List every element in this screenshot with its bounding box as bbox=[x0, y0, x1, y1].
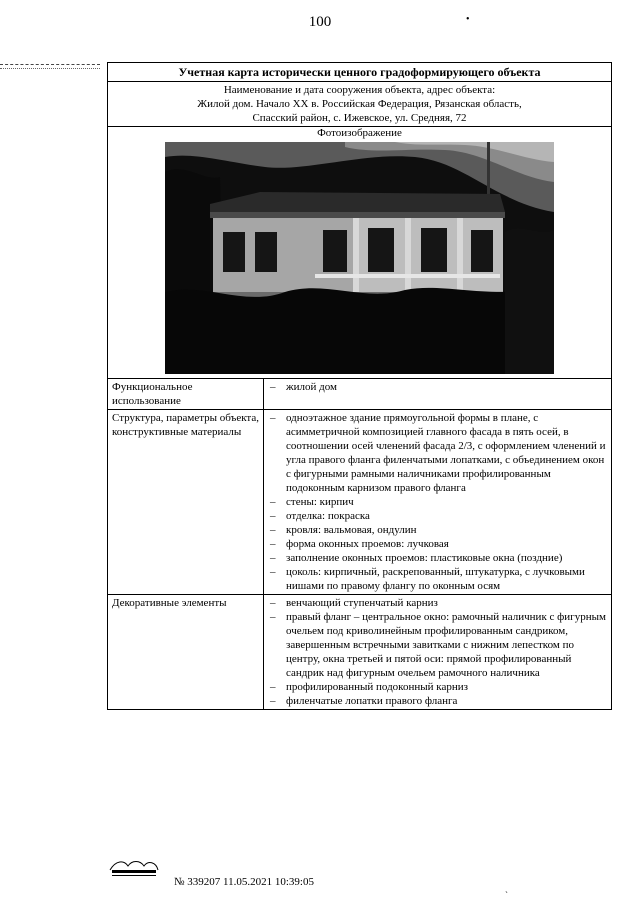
building-photo bbox=[165, 142, 554, 374]
object-name-line-1: Жилой дом. Начало XX в. Российская Федерация, Рязанская область, bbox=[197, 98, 522, 110]
structure-item: – форма оконных проемов: лучковая bbox=[268, 537, 607, 551]
structure-item: – цоколь: кирпичный, раскрепованный, штукатурка, с лучковыми нишами по правому флангу по оконным осям bbox=[268, 565, 607, 593]
row-value-structure bbox=[264, 410, 612, 595]
photo-cell bbox=[108, 127, 612, 379]
structure-item: – одноэтажное здание прямоугольной формы в плане, с асимметричной композицией главного фасада в пять осей, в соотношении осей членений фасада 2/3, с оформлением членений и угла правого фланга филенчатыми лопатками, с объединением окон с фигурными рамными наличниками профилированным подоконным карнизом правого фланга bbox=[268, 411, 607, 495]
decor-item: – профилированный подоконный карниз bbox=[268, 680, 607, 694]
decor-item: – венчающий ступенчатый карниз bbox=[268, 596, 607, 610]
row-label-structure: Структура, параметры объекта, конструктивные материалы bbox=[108, 410, 264, 595]
structure-item: – стены: кирпич bbox=[268, 495, 607, 509]
decor-item: – филенчатые лопатки правого фланга bbox=[268, 694, 607, 708]
row-value-decor bbox=[264, 595, 612, 710]
object-address-line: Спасский район, с. Ижевское, ул. Средняя, 72 bbox=[252, 112, 467, 124]
scan-artifact bbox=[0, 64, 100, 69]
row-value-function bbox=[264, 379, 612, 410]
scan-corner-mark: ` bbox=[505, 890, 508, 900]
card-title: Учетная карта исторически ценного градоформирующего объекта bbox=[108, 63, 612, 82]
scan-dot: • bbox=[466, 14, 470, 25]
government-logo bbox=[106, 856, 162, 880]
object-name-cell bbox=[108, 82, 612, 127]
structure-item: – заполнение оконных проемов: пластиковые окна (поздние) bbox=[268, 551, 607, 565]
structure-item: – кровля: вальмовая, ондулин bbox=[268, 523, 607, 537]
row-label-decor: Декоративные элементы bbox=[108, 595, 264, 710]
registration-card bbox=[107, 62, 612, 710]
page-number: 100 bbox=[308, 14, 332, 30]
row-label-function: Функциональное использование bbox=[108, 379, 264, 410]
document-registration-number: № 339207 11.05.2021 10:39:05 bbox=[174, 876, 314, 888]
structure-item: – отделка: покраска bbox=[268, 509, 607, 523]
photo-caption: Фотоизображение bbox=[317, 127, 402, 139]
decor-item: – правый фланг – центральное окно: рамочный наличник с фигурным очельем под криволинейным профилированным сандриком, завершенным встречными завитками с нижним лепестком по центру, окна третьей и пятой оси: прямой профилированный сандрик над фигурным очельем рамочного наличника bbox=[268, 610, 607, 680]
function-item: – жилой дом bbox=[268, 380, 607, 394]
object-name-label: Наименование и дата сооружения объекта, адрес объекта: bbox=[223, 84, 496, 96]
